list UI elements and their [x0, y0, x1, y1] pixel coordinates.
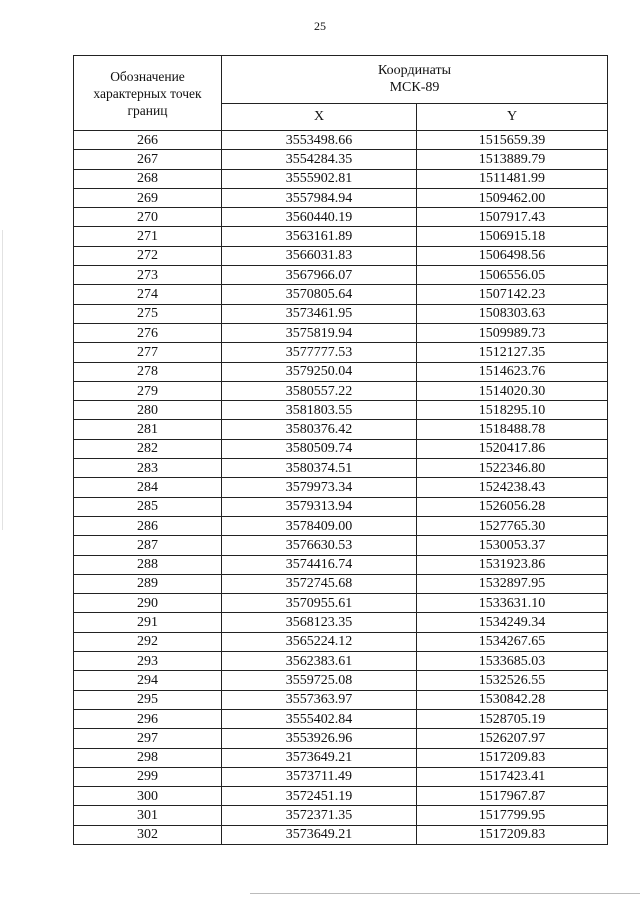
y-coordinate-cell: 1508303.63	[417, 304, 608, 323]
x-coordinate-cell: 3554284.35	[222, 150, 417, 169]
x-coordinate-cell: 3555402.84	[222, 709, 417, 728]
y-coordinate-cell: 1534267.65	[417, 632, 608, 651]
y-coordinate-cell: 1530053.37	[417, 536, 608, 555]
y-coordinate-cell: 1518488.78	[417, 420, 608, 439]
point-number-cell: 285	[74, 497, 222, 516]
table-row	[74, 709, 608, 728]
point-number-cell: 281	[74, 420, 222, 439]
y-column-header: Y	[417, 103, 608, 130]
x-coordinate-cell: 3560440.19	[222, 208, 417, 227]
table-header-row	[74, 56, 608, 104]
table-row	[74, 729, 608, 748]
y-coordinate-cell: 1533685.03	[417, 652, 608, 671]
table-row	[74, 150, 608, 169]
point-number-cell: 277	[74, 343, 222, 362]
point-number-cell: 291	[74, 613, 222, 632]
point-number-cell: 287	[74, 536, 222, 555]
table-row	[74, 613, 608, 632]
y-coordinate-cell: 1517423.41	[417, 767, 608, 786]
x-coordinate-cell: 3575819.94	[222, 323, 417, 342]
table-row	[74, 381, 608, 400]
y-coordinate-cell: 1506498.56	[417, 246, 608, 265]
point-number-cell: 300	[74, 787, 222, 806]
page-number: 25	[314, 19, 326, 33]
coordinates-table	[73, 55, 608, 845]
point-number-cell: 267	[74, 150, 222, 169]
point-number-cell: 273	[74, 266, 222, 285]
y-coordinate-cell: 1517799.95	[417, 806, 608, 825]
point-number-cell: 272	[74, 246, 222, 265]
x-column-header: X	[222, 103, 417, 130]
y-coordinate-cell: 1512127.35	[417, 343, 608, 362]
point-number-cell: 286	[74, 516, 222, 535]
x-coordinate-cell: 3572371.35	[222, 806, 417, 825]
table-row	[74, 632, 608, 651]
point-number-cell: 284	[74, 478, 222, 497]
y-coordinate-cell: 1515659.39	[417, 131, 608, 150]
y-coordinate-cell: 1517209.83	[417, 825, 608, 844]
point-number-cell: 299	[74, 767, 222, 786]
table-row	[74, 748, 608, 767]
point-number-cell: 296	[74, 709, 222, 728]
x-coordinate-cell: 3574416.74	[222, 555, 417, 574]
table-row	[74, 459, 608, 478]
x-coordinate-cell: 3573649.21	[222, 748, 417, 767]
x-coordinate-cell: 3568123.35	[222, 613, 417, 632]
x-coordinate-cell: 3581803.55	[222, 401, 417, 420]
point-number-cell: 278	[74, 362, 222, 381]
table-row	[74, 131, 608, 150]
table-row	[74, 536, 608, 555]
y-coordinate-cell: 1506556.05	[417, 266, 608, 285]
table-row	[74, 439, 608, 458]
table-row	[74, 208, 608, 227]
table-row	[74, 594, 608, 613]
table-row	[74, 671, 608, 690]
point-number-cell: 276	[74, 323, 222, 342]
table-row	[74, 825, 608, 844]
x-coordinate-cell: 3565224.12	[222, 632, 417, 651]
table-row	[74, 343, 608, 362]
x-coordinate-cell: 3557984.94	[222, 188, 417, 207]
x-coordinate-cell: 3579313.94	[222, 497, 417, 516]
x-coordinate-cell: 3577777.53	[222, 343, 417, 362]
x-coordinate-cell: 3579250.04	[222, 362, 417, 381]
x-coordinate-cell: 3555902.81	[222, 169, 417, 188]
y-coordinate-cell: 1506915.18	[417, 227, 608, 246]
y-coordinate-cell: 1532526.55	[417, 671, 608, 690]
point-number-cell: 298	[74, 748, 222, 767]
x-coordinate-cell: 3572745.68	[222, 574, 417, 593]
point-number-cell: 292	[74, 632, 222, 651]
x-coordinate-cell: 3579973.34	[222, 478, 417, 497]
x-coordinate-cell: 3553926.96	[222, 729, 417, 748]
table-row	[74, 652, 608, 671]
table-row	[74, 516, 608, 535]
point-number-cell: 266	[74, 131, 222, 150]
y-coordinate-cell: 1526207.97	[417, 729, 608, 748]
x-coordinate-cell: 3572451.19	[222, 787, 417, 806]
point-number-cell: 294	[74, 671, 222, 690]
table-row	[74, 401, 608, 420]
point-label-line: Обозначение	[110, 68, 185, 84]
point-number-cell: 268	[74, 169, 222, 188]
x-coordinate-cell: 3570805.64	[222, 285, 417, 304]
y-coordinate-cell: 1514623.76	[417, 362, 608, 381]
point-number-cell: 275	[74, 304, 222, 323]
table-body	[74, 131, 608, 845]
y-coordinate-cell: 1513889.79	[417, 150, 608, 169]
x-coordinate-cell: 3580557.22	[222, 381, 417, 400]
point-number-cell: 302	[74, 825, 222, 844]
x-coordinate-cell: 3563161.89	[222, 227, 417, 246]
scan-bottom-line	[250, 893, 640, 894]
table-row	[74, 362, 608, 381]
table-row	[74, 478, 608, 497]
y-coordinate-cell: 1534249.34	[417, 613, 608, 632]
table-row	[74, 690, 608, 709]
point-number-cell: 271	[74, 227, 222, 246]
table-row	[74, 420, 608, 439]
coordinates-header-line: Координаты	[378, 63, 451, 79]
table-row	[74, 246, 608, 265]
point-label-line: границ	[127, 102, 168, 118]
y-coordinate-cell: 1518295.10	[417, 401, 608, 420]
point-number-cell: 301	[74, 806, 222, 825]
coordinates-header-line: МСК-89	[389, 80, 440, 96]
point-number-cell: 279	[74, 381, 222, 400]
table-row	[74, 188, 608, 207]
y-coordinate-cell: 1509989.73	[417, 323, 608, 342]
x-coordinate-cell: 3576630.53	[222, 536, 417, 555]
y-coordinate-cell: 1517967.87	[417, 787, 608, 806]
x-coordinate-cell: 3559725.08	[222, 671, 417, 690]
point-number-cell: 283	[74, 459, 222, 478]
y-coordinate-cell: 1530842.28	[417, 690, 608, 709]
table-row	[74, 285, 608, 304]
point-number-cell: 297	[74, 729, 222, 748]
x-coordinate-cell: 3573649.21	[222, 825, 417, 844]
x-coordinate-cell: 3557363.97	[222, 690, 417, 709]
point-number-cell: 282	[74, 439, 222, 458]
table-row	[74, 169, 608, 188]
scan-edge-mark	[2, 230, 3, 530]
point-number-cell: 270	[74, 208, 222, 227]
point-number-cell: 280	[74, 401, 222, 420]
y-coordinate-cell: 1531923.86	[417, 555, 608, 574]
y-coordinate-cell: 1532897.95	[417, 574, 608, 593]
point-label-header	[74, 56, 222, 131]
x-coordinate-cell: 3570955.61	[222, 594, 417, 613]
point-label-line: характерных точек	[93, 85, 202, 101]
point-number-cell: 289	[74, 574, 222, 593]
table-row	[74, 497, 608, 516]
point-number-cell: 269	[74, 188, 222, 207]
table-row	[74, 787, 608, 806]
y-coordinate-cell: 1524238.43	[417, 478, 608, 497]
y-coordinate-cell: 1526056.28	[417, 497, 608, 516]
table-row	[74, 227, 608, 246]
y-coordinate-cell: 1517209.83	[417, 748, 608, 767]
y-coordinate-cell: 1533631.10	[417, 594, 608, 613]
x-coordinate-cell: 3567966.07	[222, 266, 417, 285]
table-row	[74, 767, 608, 786]
table-row	[74, 574, 608, 593]
y-coordinate-cell: 1520417.86	[417, 439, 608, 458]
point-number-cell: 293	[74, 652, 222, 671]
y-coordinate-cell: 1509462.00	[417, 188, 608, 207]
y-coordinate-cell: 1507142.23	[417, 285, 608, 304]
x-coordinate-cell: 3578409.00	[222, 516, 417, 535]
y-coordinate-cell: 1511481.99	[417, 169, 608, 188]
y-coordinate-cell: 1514020.30	[417, 381, 608, 400]
x-coordinate-cell: 3566031.83	[222, 246, 417, 265]
x-coordinate-cell: 3573711.49	[222, 767, 417, 786]
x-coordinate-cell: 3580374.51	[222, 459, 417, 478]
x-coordinate-cell: 3580509.74	[222, 439, 417, 458]
x-coordinate-cell: 3562383.61	[222, 652, 417, 671]
point-number-cell: 288	[74, 555, 222, 574]
x-coordinate-cell: 3573461.95	[222, 304, 417, 323]
table-row	[74, 323, 608, 342]
table-row	[74, 304, 608, 323]
x-coordinate-cell: 3553498.66	[222, 131, 417, 150]
table-row	[74, 266, 608, 285]
y-coordinate-cell: 1507917.43	[417, 208, 608, 227]
x-coordinate-cell: 3580376.42	[222, 420, 417, 439]
point-number-cell: 274	[74, 285, 222, 304]
coordinates-header	[222, 56, 608, 104]
table-row	[74, 555, 608, 574]
y-coordinate-cell: 1522346.80	[417, 459, 608, 478]
y-coordinate-cell: 1527765.30	[417, 516, 608, 535]
point-number-cell: 295	[74, 690, 222, 709]
table-row	[74, 806, 608, 825]
point-number-cell: 290	[74, 594, 222, 613]
y-coordinate-cell: 1528705.19	[417, 709, 608, 728]
